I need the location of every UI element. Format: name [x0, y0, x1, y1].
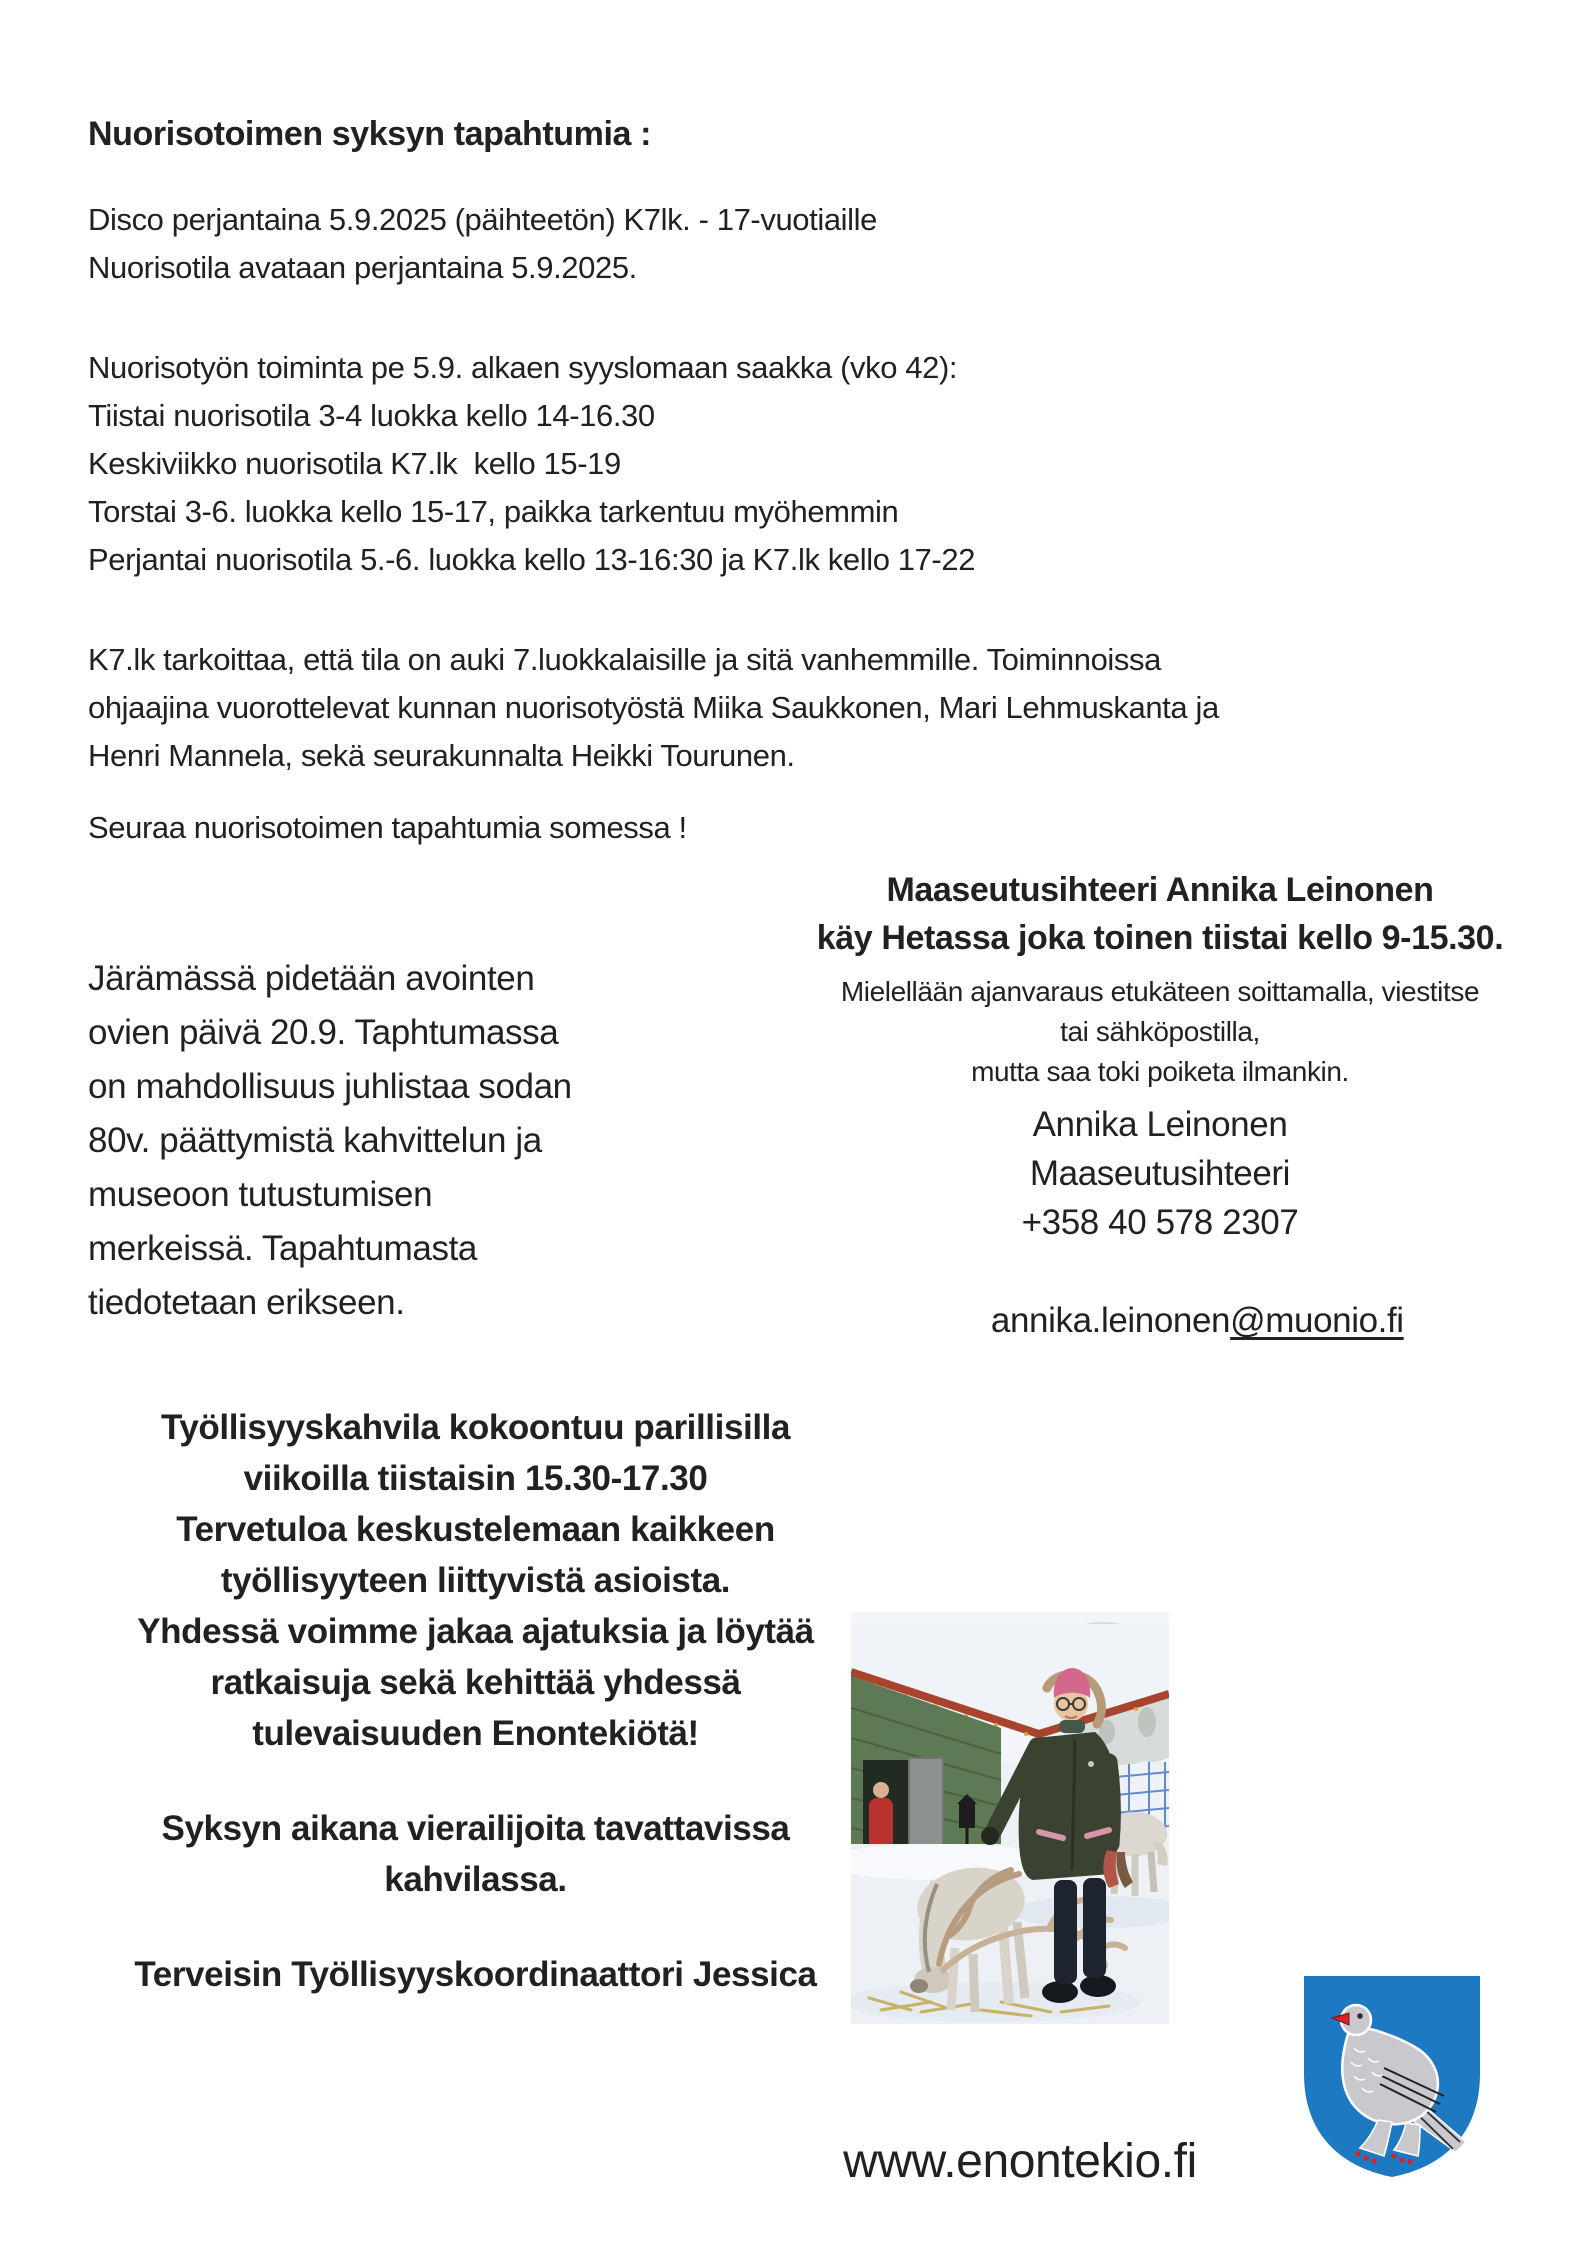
secretary-note-line: mutta saa toki poiketa ilmankin. [971, 1056, 1349, 1087]
info-line: K7.lk tarkoittaa, että tila on auki 7.luokkalaisille ja sitä vanhemmille. Toiminnoissa [88, 642, 1161, 677]
jarama-line: museoon tutustumisen [88, 1175, 433, 1214]
youth-intro-paragraph [88, 196, 877, 292]
secretary-contact [745, 1100, 1575, 1394]
jarama-line: on mahdollisuus juhlistaa sodan [88, 1067, 572, 1106]
jarama-line: tiedotetaan erikseen. [88, 1283, 405, 1322]
schedule-line: Nuorisotyön toiminta pe 5.9. alkaen syyslomaan saakka (vko 42): [88, 350, 958, 385]
schedule-line: Torstai 3-6. luokka kello 15-17, paikka tarkentuu myöhemmin [88, 494, 899, 529]
jarama-line: merkeissä. Tapahtumasta [88, 1229, 477, 1268]
page-title: Nuorisotoimen syksyn tapahtumia : [88, 115, 652, 153]
jarama-line: 80v. päättymistä kahvittelun ja [88, 1121, 542, 1160]
intro-line: Nuorisotila avataan perjantaina 5.9.2025. [88, 250, 637, 285]
employment-line: kahvilassa. [384, 1860, 567, 1899]
employment-paragraph-1 [88, 1402, 863, 1759]
employment-line: työllisyyteen liittyvistä asioista. [220, 1561, 731, 1600]
schedule-line: Tiistai nuorisotila 3-4 luokka kello 14-16.30 [88, 398, 655, 433]
email-link[interactable]: @muonio.fi [1230, 1301, 1404, 1340]
jarama-line: ovien päivä 20.9. Taphtumassa [88, 1013, 559, 1052]
employment-line: ratkaisuja sekä kehittää yhdessä [210, 1663, 741, 1702]
employment-line: Terveisin Työllisyyskoordinaattori Jessica [134, 1955, 817, 1994]
intro-line: Disco perjantaina 5.9.2025 (päihteetön) K7lk. - 17-vuotiaille [88, 202, 877, 237]
contact-email [745, 1247, 1575, 1394]
jarama-line: Järämässä pidetään avointen [88, 959, 535, 998]
employment-line: Yhdessä voimme jakaa ajatuksia ja löytää [137, 1612, 814, 1651]
schedule-line: Perjantai nuorisotila 5.-6. luokka kello 13-16:30 ja K7.lk kello 17-22 [88, 542, 976, 577]
social-media-note: Seuraa nuorisotoimen tapahtumia somessa ! [88, 810, 687, 845]
contact-phone: +358 40 578 2307 [1021, 1203, 1299, 1242]
secretary-heading-line: Maaseutusihteeri Annika Leinonen [886, 871, 1434, 909]
secretary-note-line: Mielellään ajanvaraus etukäteen soittamalla, viestitse [840, 976, 1480, 1007]
employment-line: Tervetuloa keskustelemaan kaikkeen [176, 1510, 775, 1549]
employment-line: Työllisyyskahvila kokoontuu parillisilla [160, 1408, 791, 1447]
secretary-note-line: tai sähköpostilla, [1060, 1016, 1260, 1047]
youth-schedule-paragraph [88, 344, 975, 584]
scarf [1059, 1720, 1085, 1733]
employment-paragraph-2 [88, 1803, 863, 1905]
employment-signature [88, 1949, 863, 2000]
email-prefix: annika.leinonen [990, 1301, 1231, 1340]
secretary-notes [745, 972, 1575, 1092]
info-line: ohjaajina vuorottelevat kunnan nuorisotyöstä Miika Saukkonen, Mari Lehmuskanta ja [88, 690, 1219, 725]
employment-coordinator-with-reindeer-photo [851, 1612, 1169, 2024]
jarama-paragraph [88, 952, 648, 1330]
schedule-line: Keskiviikko nuorisotila K7.lk kello 15-19 [88, 446, 621, 481]
secretary-block [745, 866, 1575, 1394]
info-line: Henri Mannela, sekä seurakunnalta Heikki Tourunen. [88, 738, 795, 773]
contact-name: Annika Leinonen [1032, 1105, 1288, 1144]
employment-line: viikoilla tiistaisin 15.30-17.30 [243, 1459, 708, 1498]
employment-line: Syksyn aikana vierailijoita tavattavissa [161, 1809, 790, 1848]
secretary-heading-line: käy Hetassa joka toinen tiistai kello 9-15.30. [816, 919, 1504, 957]
employment-line: tulevaisuuden Enontekiötä! [252, 1714, 699, 1753]
contact-title: Maaseutusihteeri [1029, 1154, 1291, 1193]
employment-block [88, 1402, 863, 2000]
website-url: www.enontekio.fi [843, 2135, 1197, 2188]
reindeer-photo-illustration [851, 1612, 1169, 2024]
youth-info-paragraph [88, 636, 1219, 780]
